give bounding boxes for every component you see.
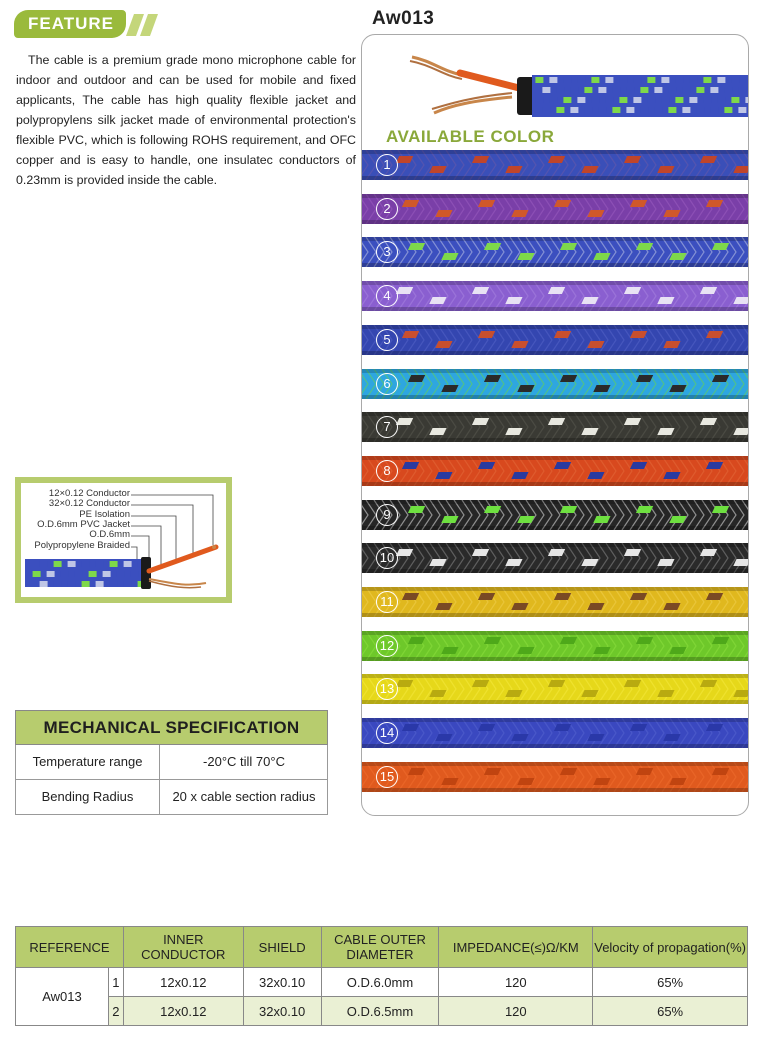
cable-structure-diagram bbox=[15, 477, 232, 603]
color-swatch bbox=[362, 412, 749, 442]
mech-label: Bending Radius bbox=[16, 780, 160, 814]
header-reference: REFERENCE bbox=[16, 927, 124, 968]
swatch-number: 15 bbox=[376, 766, 398, 788]
color-swatch bbox=[362, 369, 749, 399]
swatch-number: 14 bbox=[376, 722, 398, 744]
model-code: Aw013 bbox=[372, 8, 435, 29]
swatch-number: 12 bbox=[376, 635, 398, 657]
color-swatch bbox=[362, 587, 749, 617]
table-row bbox=[16, 968, 748, 997]
color-swatch bbox=[362, 325, 749, 355]
cell-index: 2 bbox=[108, 997, 123, 1026]
swatch-number: 9 bbox=[376, 504, 398, 526]
swatch-number: 2 bbox=[376, 198, 398, 220]
color-swatch bbox=[362, 500, 749, 530]
color-panel bbox=[361, 34, 749, 816]
diagram-canvas bbox=[21, 483, 226, 597]
table-row bbox=[16, 997, 748, 1026]
header-impedance: IMPEDANCE(≤)Ω/KM bbox=[439, 927, 593, 968]
cell-impedance: 120 bbox=[439, 968, 593, 997]
swatch-number: 3 bbox=[376, 241, 398, 263]
feature-badge bbox=[14, 10, 160, 38]
feature-description: The cable is a premium grade mono microphone cable for indoor and outdoor and can be used for mobile and fixed applicants, The cable has high quality flexible jacket and polypropylens silk jacket made of environmental protection's flexible PVC, which is following ROHS requirement, and OFC copper and is easy to handle, one insulatec conductors of 0.23mm is provided inside the cable. bbox=[16, 53, 356, 187]
spec-table bbox=[15, 926, 748, 1026]
label-outer-diameter: O.D.6mm bbox=[89, 529, 130, 540]
swatch-number: 10 bbox=[376, 547, 398, 569]
label-inner-conductor: 12×0.12 Conductor bbox=[48, 488, 130, 499]
swatch-number: 13 bbox=[376, 678, 398, 700]
cell-inner: 12x0.12 bbox=[123, 997, 243, 1026]
cell-inner: 12x0.12 bbox=[123, 968, 243, 997]
color-swatch bbox=[362, 194, 749, 224]
label-pvc-jacket: O.D.6mm PVC Jacket bbox=[37, 519, 130, 530]
color-swatch bbox=[362, 456, 749, 486]
color-swatch bbox=[362, 543, 749, 573]
color-swatch bbox=[362, 281, 749, 311]
spec-header-row bbox=[16, 927, 748, 968]
swatch-number: 8 bbox=[376, 460, 398, 482]
mech-row-temperature bbox=[15, 745, 328, 780]
mech-row-bending bbox=[15, 780, 328, 815]
mech-value: -20°C till 70°C bbox=[203, 754, 285, 769]
swatch-number: 4 bbox=[376, 285, 398, 307]
swatch-number: 1 bbox=[376, 154, 398, 176]
label-braided: Polypropylene Braided bbox=[34, 540, 130, 551]
cell-shield: 32x0.10 bbox=[243, 968, 321, 997]
cell-velocity: 65% bbox=[593, 968, 748, 997]
available-color-title: AVAILABLE COLOR bbox=[386, 127, 555, 146]
label-pe-isolation: PE Isolation bbox=[79, 509, 130, 520]
header-cable-outer-diameter: CABLE OUTER DIAMETER bbox=[321, 927, 439, 968]
swatch-number: 7 bbox=[376, 416, 398, 438]
color-swatch bbox=[362, 718, 749, 748]
cable-cross-section-drawing bbox=[21, 483, 226, 597]
swatch-number: 6 bbox=[376, 373, 398, 395]
color-swatch bbox=[362, 631, 749, 661]
color-swatch bbox=[362, 237, 749, 267]
mech-value: 20 x cable section radius bbox=[172, 789, 316, 804]
cell-diameter: O.D.6.0mm bbox=[321, 968, 439, 997]
mech-label: Temperature range bbox=[16, 745, 160, 779]
mechanical-spec-title: MECHANICAL SPECIFICATION bbox=[15, 710, 328, 745]
cell-index: 1 bbox=[108, 968, 123, 997]
header-velocity: Velocity of propagation(%) bbox=[593, 927, 748, 968]
swatch-number: 5 bbox=[376, 329, 398, 351]
cell-shield: 32x0.10 bbox=[243, 997, 321, 1026]
label-shield-conductor: 32×0.12 Conductor bbox=[48, 498, 130, 509]
header-inner-conductor: INNER CONDUCTOR bbox=[123, 927, 243, 968]
cell-velocity: 65% bbox=[593, 997, 748, 1026]
swatch-number: 11 bbox=[376, 591, 398, 613]
header-shield: SHIELD bbox=[243, 927, 321, 968]
cell-diameter: O.D.6.5mm bbox=[321, 997, 439, 1026]
color-swatch bbox=[362, 150, 749, 180]
cell-reference: Aw013 bbox=[16, 968, 109, 1026]
cell-impedance: 120 bbox=[439, 997, 593, 1026]
feature-badge-label: FEATURE bbox=[14, 10, 126, 38]
color-swatch bbox=[362, 674, 749, 704]
cable-hero-image bbox=[362, 35, 749, 135]
color-swatch bbox=[362, 762, 749, 792]
